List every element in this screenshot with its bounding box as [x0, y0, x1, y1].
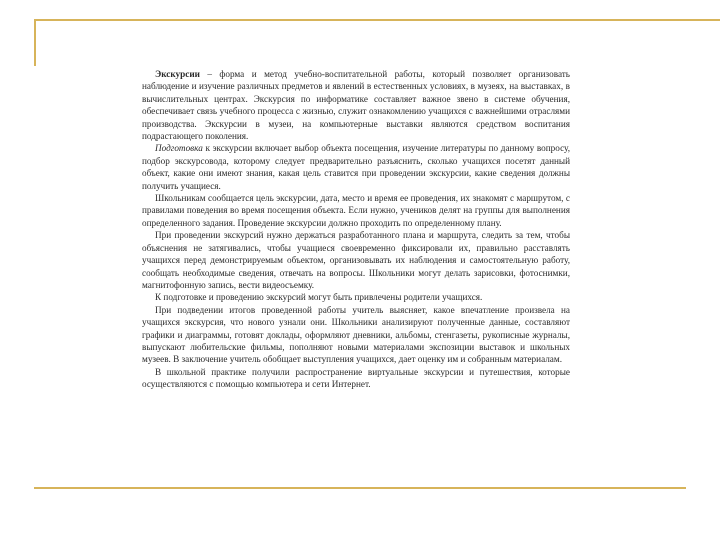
paragraph-students-informed: Школьникам сообщается цель экскурсии, дата, место и время ее проведения, их знакомят с маршрутом, с правилами поведения во время посещения объекта. Если нужно, учеников делят на группы для выполнения определенного задания. Проведение экскурсии должно проходить по определенному плану.: [142, 193, 570, 228]
term-excursions: Экскурсии: [155, 69, 200, 79]
paragraph-excursions-definition: [142, 68, 570, 142]
paragraph-conducting: При проведении экскурсий нужно держаться разработанного плана и маршрута, следить за тем, чтобы объяснения не затягивались, чтобы учащиеся своевременно фиксировали их, правильно расставлять учащихся перед демонстрируемым объектом, организовывать их наблюдения и самостоятельную работу, сообщать необходимые сведения, отвечать на вопросы. Школьники могут делать зарисовки, фотоснимки, магнитофонную запись, вести видеосъемку.: [142, 230, 570, 290]
frame-bottom-line: [34, 487, 686, 489]
paragraph-text: к экскурсии включает выбор объекта посещения, изучение литературы по данному вопросу, подбор экскурсовода, которому следует предварительно разъяснить, сколько учащихся посетят данный объект, какие они имеют знания, какая цель ставится при проведении экскурсии, какие сведения должны получить учащиеся.: [142, 143, 570, 191]
term-preparation: Подготовка: [155, 143, 203, 154]
paragraph-preparation: [142, 142, 570, 192]
frame-top-line: [34, 19, 720, 21]
frame-left-line: [34, 19, 36, 66]
paragraph-parents: К подготовке и проведению экскурсий могут быть привлечены родители учащихся.: [155, 292, 483, 303]
paragraph-summary: При подведении итогов проведенной работы учитель выясняет, какое впечатление произвела на учащихся экскурсия, что нового узнали они. Школьники анализируют полученные данные, составляют графики и диаграммы, готовят доклады, оформляют дневники, альбомы, стенгазеты, рукописные журналы, выпускают любительские фильмы, пополняют новыми материалами экспозиции выставок и школьных музеев. В заключение учитель обобщает выступления учащихся, дает оценку им и собранным материалам.: [142, 304, 570, 365]
paragraph-virtual-excursions: В школьной практике получили распространение виртуальные экскурсии и путешествия, которые осуществляются с помощью компьютера и сети Интернет.: [142, 366, 570, 390]
document-page: [142, 68, 570, 391]
paragraph-text: – форма и метод учебно-воспитательной работы, который позволяет организовать наблюдение и изучение различных предметов и явлений в естественных условиях, в музеях, на выставках, в вычислительных центрах. Экскурсия по информатике составляет важное звено в системе обучения, обеспечивает связь учебного процесса с жизнью, служит ознакомлению учащихся с важнейшими отраслями производства. Экскурсии в музеи, на компьютерные выставки являются средством воспитания подрастающего поколения.: [142, 69, 570, 142]
